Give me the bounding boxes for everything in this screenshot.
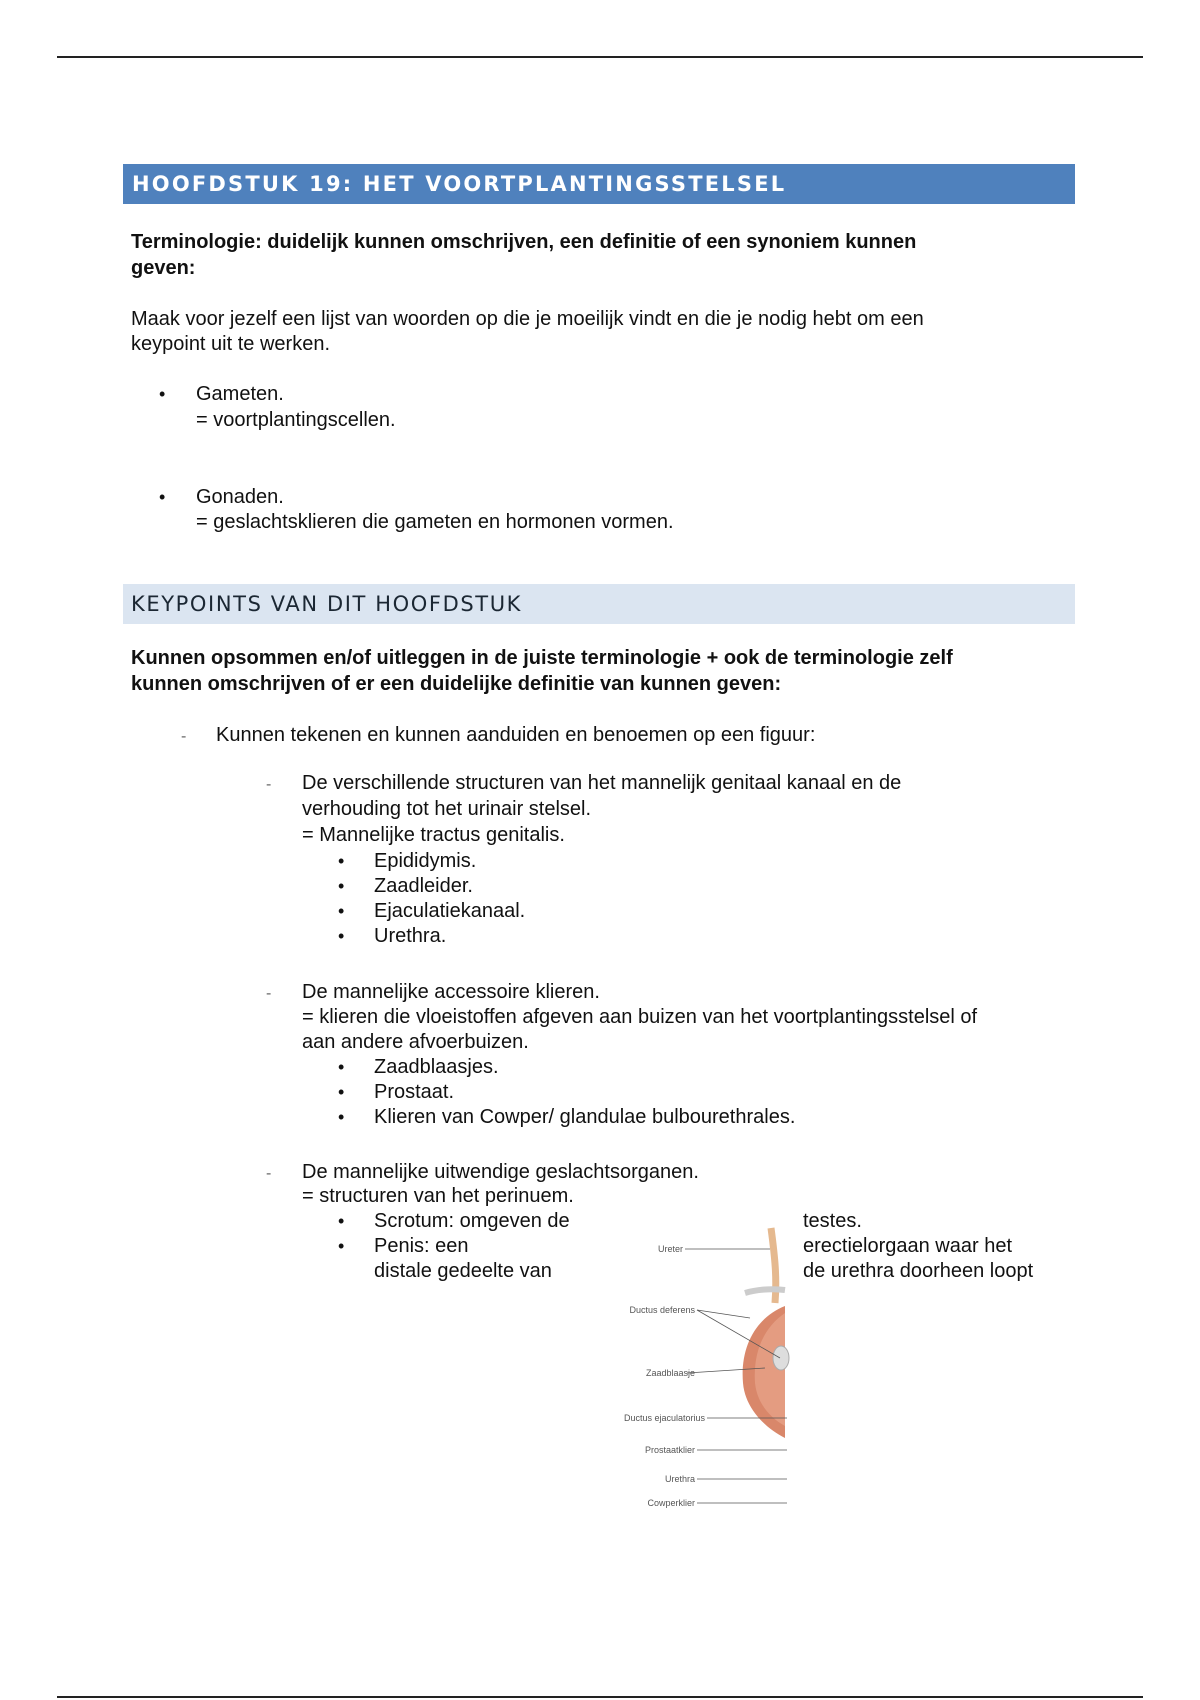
terminology-intro-line2: geven: (131, 257, 196, 279)
figure-label-zaadblaasje: Zaadblaasje (645, 1368, 695, 1378)
bullet-icon: • (159, 487, 166, 507)
group1-item: Zaadleider. (374, 875, 473, 897)
figure-label-ductus-deferens: Ductus deferens (629, 1305, 695, 1315)
keypoints-intro-line1: Kunnen opsommen en/of uitleggen in de juiste terminologie + ook de terminologie zelf (131, 647, 953, 669)
group1-line1: De verschillende structuren van het mannelijk genitaal kanaal en de (302, 772, 902, 794)
group2-item: Zaadblaasjes. (374, 1056, 499, 1078)
penis-text-right: erectielorgaan waar het (803, 1235, 1013, 1257)
scrotum-text-left: Scrotum: omgeven de (374, 1210, 570, 1232)
keypoints-heading: KEYPOINTS VAN DIT HOOFDSTUK (123, 584, 1075, 624)
bottom-rule (57, 1696, 1143, 1698)
group3-line2: = structuren van het perinuem. (302, 1185, 574, 1207)
bullet-icon: • (338, 926, 345, 946)
figure-label-ureter: Ureter (657, 1244, 683, 1254)
figure-label-urethra: Urethra (664, 1474, 695, 1484)
figure-label-prostaatklier: Prostaatklier (644, 1445, 695, 1455)
bullet-icon: • (159, 384, 166, 404)
bullet-icon: • (338, 1211, 345, 1231)
anatomy-figure (605, 1218, 790, 1513)
group2-line2: = klieren die vloeistoffen afgeven aan buizen van het voortplantingsstelsel of (302, 1006, 978, 1028)
term-gonaden: Gonaden. (196, 486, 284, 508)
penis-text-left-2: distale gedeelte van (374, 1260, 552, 1282)
bullet-icon: • (338, 1107, 345, 1127)
group1-item: Urethra. (374, 925, 447, 947)
group1-item: Ejaculatiekanaal. (374, 900, 526, 922)
figure-label-cowperklier: Cowperklier (647, 1498, 695, 1508)
penis-text-right-2: de urethra doorheen loopt (803, 1260, 1034, 1282)
group1-line3: = Mannelijke tractus genitalis. (302, 824, 565, 846)
dash-marker: - (266, 985, 272, 1002)
dash-marker: - (266, 1165, 272, 1182)
top-rule (57, 56, 1143, 58)
draw-keypoint: Kunnen tekenen en kunnen aanduiden en benoemen op een figuur: (216, 724, 816, 746)
chapter-heading: HOOFDSTUK 19: HET VOORTPLANTINGSSTELSEL (123, 164, 1075, 204)
scrotum-text-right: testes. (803, 1210, 862, 1232)
penis-text-left: Penis: een (374, 1235, 469, 1257)
terminology-intro-line1: Terminologie: duidelijk kunnen omschrijven, een definitie of een synoniem kunnen (131, 231, 917, 253)
group2-line1: De mannelijke accessoire klieren. (302, 981, 600, 1003)
dash-marker: - (266, 776, 272, 793)
dash-marker: - (181, 728, 187, 745)
group2-line3: aan andere afvoerbuizen. (302, 1031, 529, 1053)
bullet-icon: • (338, 851, 345, 871)
group2-item: Prostaat. (374, 1081, 455, 1103)
bullet-icon: • (338, 1057, 345, 1077)
term-gonaden-definition: = geslachtsklieren die gameten en hormonen vormen. (196, 511, 674, 533)
keypoints-intro-line2: kunnen omschrijven of er een duidelijke definitie van kunnen geven: (131, 673, 782, 695)
group1-line2: verhouding tot het urinair stelsel. (302, 798, 592, 820)
bullet-icon: • (338, 876, 345, 896)
bullet-icon: • (338, 1082, 345, 1102)
group2-item: Klieren van Cowper/ glandulae bulbourethrales. (374, 1106, 796, 1128)
group1-item: Epididymis. (374, 850, 477, 872)
bullet-icon: • (338, 901, 345, 921)
terminology-instruction-line2: keypoint uit te werken. (131, 333, 330, 355)
bullet-icon: • (338, 1236, 345, 1256)
terminology-instruction-line1: Maak voor jezelf een lijst van woorden op die je moeilijk vindt en die je nodig hebt om een (131, 308, 924, 330)
term-gameten: Gameten. (196, 383, 284, 405)
group3-line1: De mannelijke uitwendige geslachtsorganen. (302, 1161, 699, 1183)
figure-label-ductus-ejaculatorius: Ductus ejaculatorius (623, 1413, 705, 1423)
term-gameten-definition: = voortplantingscellen. (196, 409, 396, 431)
